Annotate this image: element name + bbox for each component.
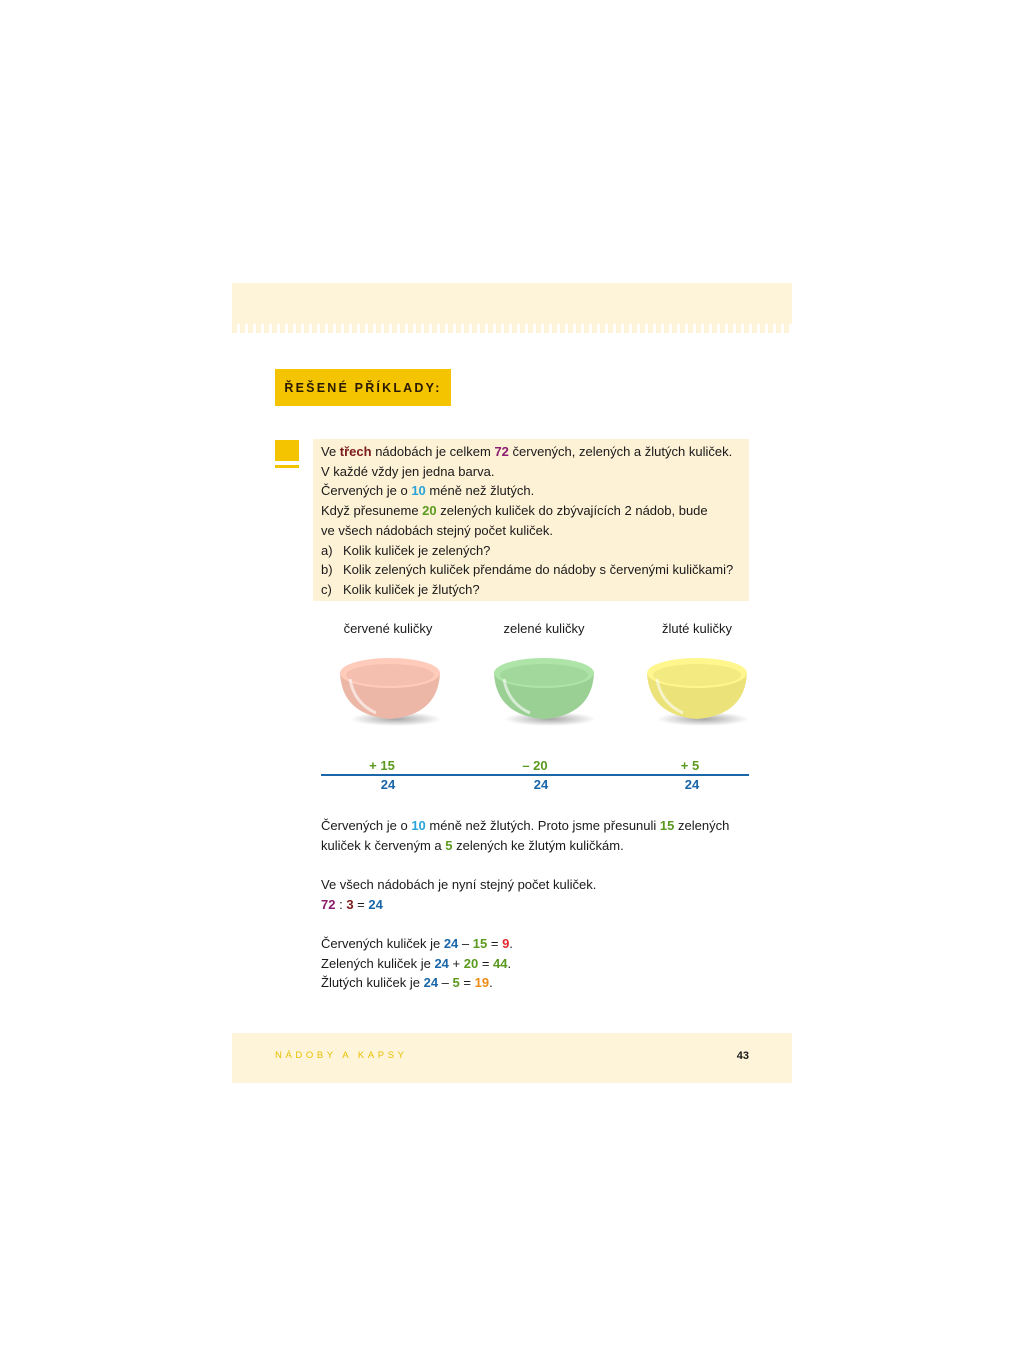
- operation-red: + 15: [369, 758, 395, 773]
- explanation-paragraph-1: Červených je o 10 méně než žlutých. Proto jsme přesunuli 15 zelených kuliček k červeným a 5 zelených ke žlutým kuličkám.: [321, 818, 730, 853]
- bowl-label-red: červené kuličky: [343, 621, 433, 636]
- operation-green: – 20: [522, 758, 548, 773]
- result-line-yellow: Žlutých kuliček je 24 – 5 = 19.: [321, 975, 493, 991]
- result-red: 24: [380, 777, 396, 792]
- results-paragraph: [321, 934, 751, 993]
- red-bowl-icon: [336, 643, 444, 729]
- result-green: 24: [533, 777, 549, 792]
- top-decorative-band: [232, 283, 792, 333]
- question-a: a) Kolik kuliček je zelených?: [321, 542, 491, 558]
- exercise-marker-line: [275, 465, 299, 468]
- bowl-label-yellow: žluté kuličky: [661, 621, 733, 636]
- footer-chapter-title: NÁDOBY A KAPSY: [275, 1050, 408, 1061]
- result-yellow: 24: [684, 777, 700, 792]
- problem-line: Když přesuneme 20 zelených kuliček do zbývajících 2 nádob, bude: [321, 503, 708, 519]
- bowl-label-green: zelené kuličky: [503, 621, 585, 636]
- result-line-red: Červených kuliček je 24 – 15 = 9.: [321, 936, 513, 951]
- book-page: [232, 283, 792, 1083]
- explanation-paragraph-2: Ve všech nádobách je nyní stejný počet kuliček. 72 : 3 = 24: [321, 875, 751, 914]
- footer-band: [232, 1033, 792, 1083]
- exercise-marker-square: [275, 440, 299, 461]
- problem-line: ve všech nádobách stejný počet kuliček.: [321, 522, 553, 538]
- question-c: c) Kolik kuliček je žlutých?: [321, 581, 480, 597]
- result-line-green: Zelených kuliček je 24 + 20 = 44.: [321, 955, 512, 971]
- problem-line: Červených je o 10 méně než žlutých.: [321, 483, 535, 499]
- band-fringe: [232, 324, 792, 333]
- problem-line: Ve třech nádobách je celkem 72 červených, zelených a žlutých kuliček.: [321, 444, 733, 459]
- operation-yellow: + 5: [680, 758, 700, 773]
- yellow-bowl-icon: [643, 643, 751, 729]
- division-equation: 72 : 3 = 24: [321, 896, 383, 912]
- page-number: 43: [736, 1050, 749, 1062]
- problem-line: V každé vždy jen jedna barva.: [321, 463, 495, 479]
- section-heading: ŘEŠENÉ PŘÍKLADY:: [275, 369, 451, 406]
- question-b: b) Kolik zelených kuliček přendáme do nádoby s červenými kuličkami?: [321, 562, 734, 578]
- problem-box: [313, 439, 749, 601]
- result-separator-line: [321, 774, 749, 776]
- green-bowl-icon: [490, 643, 598, 729]
